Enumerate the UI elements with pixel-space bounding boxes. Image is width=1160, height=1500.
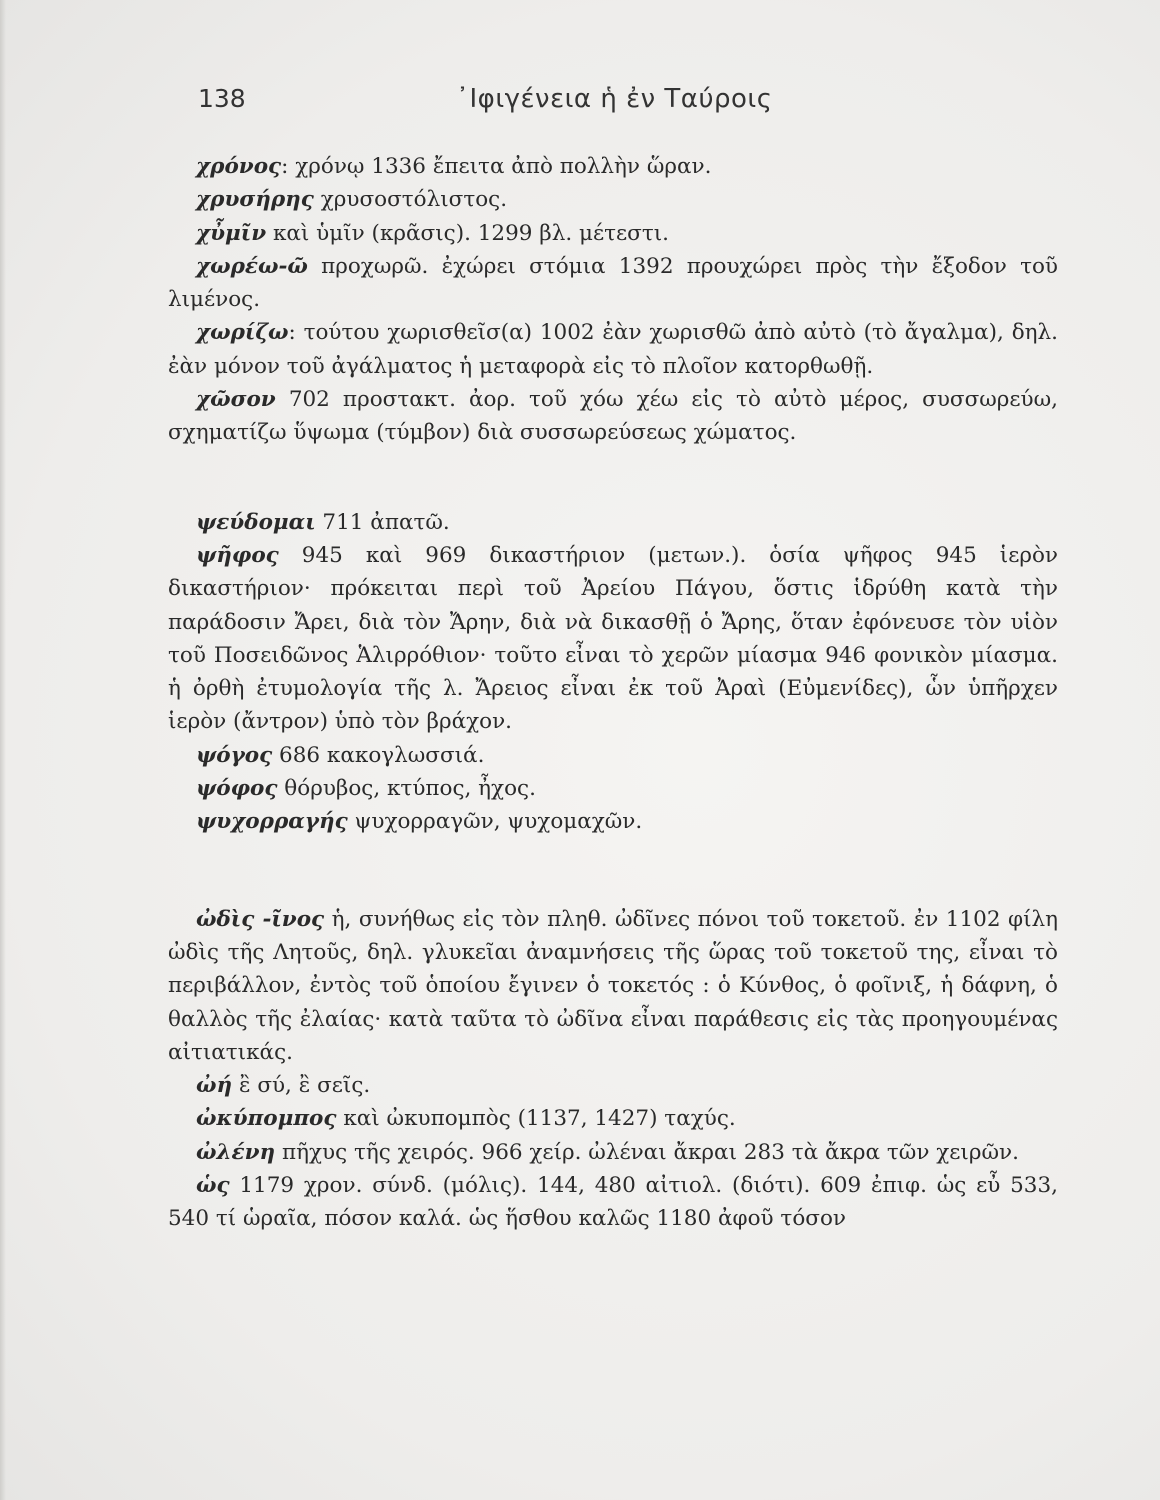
entry-lemma: ψεύδομαι xyxy=(196,509,316,535)
glossary-entry xyxy=(168,150,1058,183)
entry-lemma: χωρίζω xyxy=(196,320,289,346)
page-number: 138 xyxy=(198,84,246,113)
glossary-entry xyxy=(168,1102,1058,1135)
entry-lemma: χῶσον xyxy=(196,387,276,413)
entry-text: καὶ ὑμῖν (κρᾶσις). 1299 βλ. μέτεστι. xyxy=(266,220,669,246)
entry-text: ἒ σύ, ἒ σεῖς. xyxy=(232,1073,371,1099)
entry-lemma: χρυσήρης xyxy=(196,187,314,213)
entry-text: προχωρῶ. ἐχώρει στόμια 1392 προυχώρει πρὸς τὴν ἔξοδον τοῦ λιμένος. xyxy=(168,253,1058,313)
entry-text: καὶ ὠκυπομπὸς (1137, 1427) ταχύς. xyxy=(336,1106,736,1132)
entry-lemma: ὠή xyxy=(196,1073,233,1099)
entry-text: 711 ἀπατῶ. xyxy=(315,509,450,535)
entry-lemma: ψῆφος xyxy=(196,542,279,568)
glossary-entry xyxy=(168,383,1058,450)
entry-lemma: ὠλένη xyxy=(196,1139,276,1165)
glossary-entry xyxy=(168,217,1058,250)
entry-lemma: ὠδὶς -ῖνος xyxy=(196,906,325,932)
entry-lemma: χωρέω-ῶ xyxy=(196,253,308,279)
glossary-entry xyxy=(168,539,1058,739)
entry-lemma: χὖμῖν xyxy=(196,220,267,246)
glossary-entry xyxy=(168,739,1058,772)
glossary-entry xyxy=(168,1169,1058,1236)
entry-lemma: χρόνος xyxy=(196,154,282,179)
page-edge-shadow xyxy=(0,0,6,1500)
entry-lemma: ψόφος xyxy=(196,776,278,802)
entry-text: χρυσοστόλιστος. xyxy=(313,187,508,213)
entry-text: : χρόνῳ 1336 ἔπειτα ἀπὸ πολλὴν ὥραν. xyxy=(281,154,712,179)
glossary-entry xyxy=(168,1136,1058,1169)
entry-text: 1179 χρον. σύνδ. (μόλις). 144, 480 αἰτιολ. (διότι). 609 ἐπιφ. ὡς εὖ 533, 540 τί ὡραῖα, πόσον καλά. ὡς ἥσθου καλῶς 1180 ἀφοῦ τόσον xyxy=(168,1173,1058,1232)
section-gap xyxy=(168,450,1058,506)
entry-lemma: ψόγος xyxy=(196,742,273,768)
entry-lemma: ψυχορραγής xyxy=(196,809,348,835)
glossary-entry xyxy=(168,183,1058,216)
glossary-body xyxy=(168,150,1058,1236)
running-title: ᾿Ιφιγένεια ἡ ἐν Ταύροις xyxy=(456,84,773,114)
entry-text: θόρυβος, κτύπος, ἦχος. xyxy=(277,776,536,802)
section-gap xyxy=(168,839,1058,903)
glossary-entry xyxy=(168,506,1058,539)
page-header xyxy=(198,84,1058,124)
entry-text: πῆχυς τῆς χειρός. 966 χείρ. ὠλέναι ἄκραι 283 τὰ ἄκρα τῶν χειρῶν. xyxy=(275,1139,1019,1165)
entry-lemma: ὠκύπομπος xyxy=(196,1106,337,1132)
glossary-entry xyxy=(168,903,1058,1069)
glossary-entry xyxy=(168,772,1058,805)
entry-text: ἡ, συνήθως εἰς τὸν πληθ. ὠδῖνες πόνοι τοῦ τοκετοῦ. ἐν 1102 φίλη ὠδὶς τῆς Λητοῦς, δηλ. γλυκεῖαι ἀναμνήσεις τῆς ὥρας τοῦ τοκετοῦ της, εἶναι τὸ περιβάλλον, ἐντὸς τοῦ ὁποίου ἔγινεν ὁ τοκετός : ὁ Κύνθος, ὁ φοῖνιξ, ἡ δάφνη, ὁ θαλλὸς τῆς ἐλαίας· κατὰ ταῦτα τὸ ὠδῖνα εἶναι παράθεσις εἰς τὰς προηγουμένας αἰτιατικάς. xyxy=(168,906,1059,1065)
entry-text: 945 καὶ 969 δικαστήριον (μετων.). ὁσία ψῆφος 945 ἱερὸν δικαστήριον· πρόκειται περὶ τοῦ Ἀρείου Πάγου, ὅστις ἱδρύθη κατὰ τὴν παράδοσιν Ἄρει, διὰ τὸν Ἄρην, διὰ νὰ δικασθῇ ὁ Ἄρης, ὅταν ἐφόνευσε τὸν υἱὸν τοῦ Ποσειδῶνος Ἁλιρρόθιον· τοῦτο εἶναι τὸ χερῶν μίασμα 946 φονικὸν μίασμα. ἡ ὀρθὴ ἐτυμολογία τῆς λ. Ἄρειος εἶναι ἐκ τοῦ Ἀραὶ (Εὐμενίδες), ὧν ὑπῆρχεν ἱερὸν (ἄντρον) ὑπὸ τὸν βράχον. xyxy=(168,542,1058,735)
entry-text: : τούτου χωρισθεῖσ(α) 1002 ἐὰν χωρισθῶ ἀπὸ αὐτὸ (τὸ ἄγαλμα), δηλ. ἐὰν μόνον τοῦ ἀγάλματος ἡ μεταφορὰ εἰς τὸ πλοῖον κατορθωθῇ. xyxy=(168,320,1058,379)
entry-lemma: ὡς xyxy=(196,1173,230,1199)
entry-text: 686 κακογλωσσιά. xyxy=(272,742,485,768)
entry-text: 702 προστακτ. ἀορ. τοῦ χόω χέω εἰς τὸ αὐτὸ μέρος, συσσωρεύω, σχηματίζω ὕψωμα (τύμβον) διὰ συσσωρεύσεως χώματος. xyxy=(168,387,1058,446)
glossary-entry xyxy=(168,250,1058,317)
glossary-entry xyxy=(168,316,1058,383)
glossary-entry xyxy=(168,805,1058,838)
entry-text: ψυχορραγῶν, ψυχομαχῶν. xyxy=(347,809,643,835)
glossary-entry xyxy=(168,1069,1058,1102)
